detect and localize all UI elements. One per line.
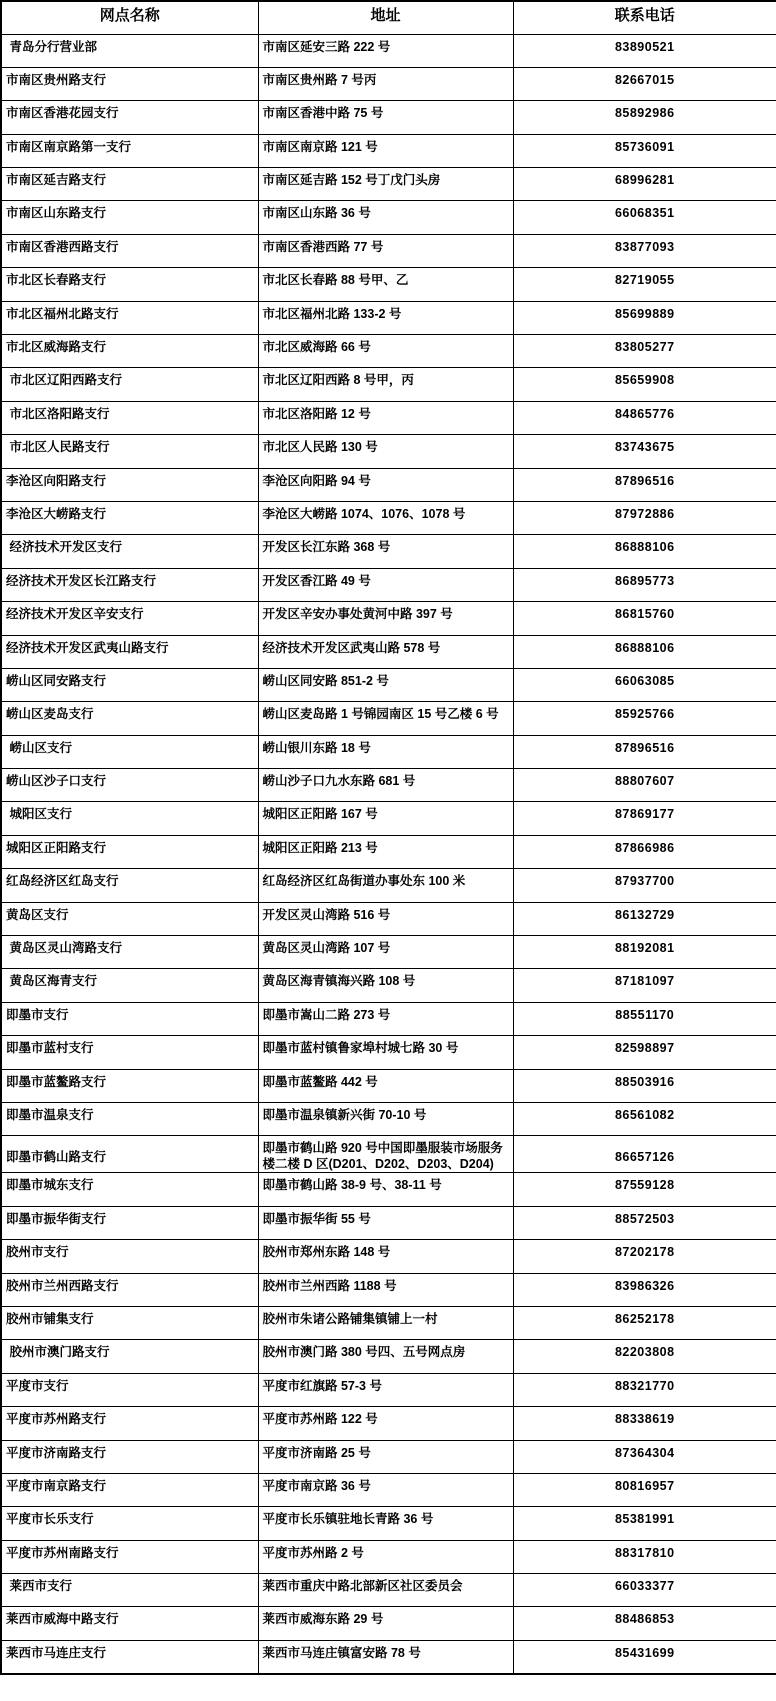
branch-name-cell: 即墨市振华街支行 [1,1206,258,1239]
branch-phone-cell: 83890521 [513,34,776,67]
branch-phone-cell: 80816957 [513,1473,776,1506]
table-row [1,635,776,668]
branch-name-cell: 市北区辽阳西路支行 [1,368,258,401]
table-row [1,1373,776,1406]
table-row [1,1407,776,1440]
branch-phone-cell: 88317810 [513,1540,776,1573]
branch-address-cell: 黄岛区海青镇海兴路 108 号 [258,969,513,1002]
table-row [1,1136,776,1173]
branch-address-cell: 市南区延安三路 222 号 [258,34,513,67]
branch-address-cell: 崂山银川东路 18 号 [258,735,513,768]
branch-phone-cell: 85736091 [513,134,776,167]
table-row [1,936,776,969]
branch-name-cell: 胶州市兰州西路支行 [1,1273,258,1306]
branch-address-cell: 即墨市蓝村镇鲁家埠村城七路 30 号 [258,1036,513,1069]
table-body [1,34,776,1674]
branch-name-cell: 青岛分行营业部 [1,34,258,67]
branch-phone-cell: 88503916 [513,1069,776,1102]
branch-name-cell: 即墨市鹤山路支行 [1,1136,258,1173]
branch-phone-cell: 86252178 [513,1306,776,1339]
table-row [1,1273,776,1306]
branch-address-cell: 市北区威海路 66 号 [258,335,513,368]
table-row [1,435,776,468]
branch-phone-cell: 87937700 [513,869,776,902]
branch-address-cell: 开发区香江路 49 号 [258,568,513,601]
branch-phone-cell: 88338619 [513,1407,776,1440]
branch-address-cell: 市南区南京路 121 号 [258,134,513,167]
branch-name-cell: 胶州市支行 [1,1240,258,1273]
table-row [1,1440,776,1473]
table-row [1,769,776,802]
branch-address-cell: 开发区辛安办事处黄河中路 397 号 [258,602,513,635]
branch-address-cell: 莱西市重庆中路北部新区社区委员会 [258,1574,513,1607]
branch-name-cell: 市南区山东路支行 [1,201,258,234]
branch-phone-cell: 66033377 [513,1574,776,1607]
branch-phone-cell: 88551170 [513,1002,776,1035]
branch-phone-cell: 87202178 [513,1240,776,1273]
column-header-branch-name: 网点名称 [1,1,258,34]
branch-phone-cell: 88807607 [513,769,776,802]
branch-address-cell: 城阳区正阳路 167 号 [258,802,513,835]
branch-address-cell: 即墨市振华街 55 号 [258,1206,513,1239]
table-row [1,1640,776,1673]
branch-phone-cell: 82719055 [513,268,776,301]
branch-phone-cell: 85659908 [513,368,776,401]
branch-name-cell: 市北区长春路支行 [1,268,258,301]
branch-name-cell: 崂山区支行 [1,735,258,768]
table-row [1,869,776,902]
table-row [1,1173,776,1206]
branch-name-cell: 平度市苏州路支行 [1,1407,258,1440]
branch-address-cell: 平度市南京路 36 号 [258,1473,513,1506]
table-row [1,201,776,234]
branch-name-cell: 即墨市城东支行 [1,1173,258,1206]
branch-phone-cell: 66063085 [513,668,776,701]
branch-address-cell: 黄岛区灵山湾路 107 号 [258,936,513,969]
branch-address-cell: 城阳区正阳路 213 号 [258,835,513,868]
table-row [1,134,776,167]
table-row [1,1036,776,1069]
table-row [1,535,776,568]
branch-address-cell: 即墨市鹤山路 38-9 号、38-11 号 [258,1173,513,1206]
branch-phone-cell: 86657126 [513,1136,776,1173]
branch-name-cell: 经济技术开发区长江路支行 [1,568,258,601]
table-row [1,902,776,935]
branch-name-cell: 市北区威海路支行 [1,335,258,368]
table-row [1,1069,776,1102]
branch-name-cell: 莱西市支行 [1,1574,258,1607]
table-row [1,1306,776,1339]
column-header-address: 地址 [258,1,513,34]
branch-phone-cell: 82203808 [513,1340,776,1373]
branch-name-cell: 即墨市温泉支行 [1,1103,258,1136]
branch-address-cell: 李沧区向阳路 94 号 [258,468,513,501]
branch-address-cell: 平度市济南路 25 号 [258,1440,513,1473]
header-row [1,1,776,34]
branch-name-cell: 平度市济南路支行 [1,1440,258,1473]
table-row [1,1607,776,1640]
branch-address-cell: 市南区延吉路 152 号丁戊门头房 [258,168,513,201]
branch-address-cell: 市北区福州北路 133-2 号 [258,301,513,334]
table-row [1,668,776,701]
branch-address-cell: 崂山沙子口九水东路 681 号 [258,769,513,802]
table-row [1,1206,776,1239]
branch-phone-cell: 87364304 [513,1440,776,1473]
branch-phone-cell: 85892986 [513,101,776,134]
branch-address-cell: 市北区辽阳西路 8 号甲，丙 [258,368,513,401]
branch-name-cell: 平度市支行 [1,1373,258,1406]
branch-name-cell: 市南区香港花园支行 [1,101,258,134]
branch-phone-cell: 85699889 [513,301,776,334]
branch-name-cell: 黄岛区海青支行 [1,969,258,1002]
branch-name-cell: 市北区洛阳路支行 [1,401,258,434]
branch-phone-cell: 85381991 [513,1507,776,1540]
branch-address-cell: 市北区长春路 88 号甲、乙 [258,268,513,301]
table-row [1,501,776,534]
branch-phone-cell: 83743675 [513,435,776,468]
branch-phone-cell: 88192081 [513,936,776,969]
branch-phone-cell: 85431699 [513,1640,776,1673]
branch-phone-cell: 88486853 [513,1607,776,1640]
branch-name-cell: 黄岛区灵山湾路支行 [1,936,258,969]
branch-address-cell: 开发区灵山湾路 516 号 [258,902,513,935]
branch-name-cell: 市北区人民路支行 [1,435,258,468]
branch-name-cell: 即墨市蓝鳌路支行 [1,1069,258,1102]
table-header [1,1,776,34]
branch-name-cell: 崂山区沙子口支行 [1,769,258,802]
branch-name-cell: 红岛经济区红岛支行 [1,869,258,902]
table-row [1,735,776,768]
branch-name-cell: 崂山区麦岛支行 [1,702,258,735]
branch-phone-cell: 87181097 [513,969,776,1002]
branch-phone-cell: 87972886 [513,501,776,534]
branch-address-cell: 胶州市澳门路 380 号四、五号网点房 [258,1340,513,1373]
table-row [1,1473,776,1506]
branch-address-cell: 开发区长江东路 368 号 [258,535,513,568]
branch-address-cell: 红岛经济区红岛街道办事处东 100 米 [258,869,513,902]
branch-phone-cell: 87559128 [513,1173,776,1206]
branch-address-cell: 即墨市蓝鳌路 442 号 [258,1069,513,1102]
table-row [1,1103,776,1136]
branch-name-cell: 李沧区大崂路支行 [1,501,258,534]
branch-phone-cell: 86815760 [513,602,776,635]
table-row [1,34,776,67]
table-row [1,1340,776,1373]
branch-phone-cell: 87896516 [513,735,776,768]
table-row [1,835,776,868]
table-row [1,101,776,134]
table-row [1,1002,776,1035]
branch-phone-cell: 86888106 [513,535,776,568]
branch-phone-cell: 83805277 [513,335,776,368]
branch-phone-cell: 86895773 [513,568,776,601]
branch-address-cell: 平度市苏州路 2 号 [258,1540,513,1573]
table-row [1,602,776,635]
branch-address-cell: 市南区香港中路 75 号 [258,101,513,134]
branch-name-cell: 市南区南京路第一支行 [1,134,258,167]
branch-phone-cell: 82667015 [513,67,776,100]
branch-address-cell: 胶州市兰州西路 1188 号 [258,1273,513,1306]
branch-phone-cell: 87866986 [513,835,776,868]
branch-name-cell: 胶州市铺集支行 [1,1306,258,1339]
branch-name-cell: 胶州市澳门路支行 [1,1340,258,1373]
branch-name-cell: 即墨市支行 [1,1002,258,1035]
branch-address-cell: 市北区人民路 130 号 [258,435,513,468]
branch-address-cell: 平度市苏州路 122 号 [258,1407,513,1440]
table-row [1,368,776,401]
branch-address-cell: 崂山区同安路 851-2 号 [258,668,513,701]
table-row [1,234,776,267]
table-row [1,802,776,835]
branch-name-cell: 崂山区同安路支行 [1,668,258,701]
branch-name-cell: 李沧区向阳路支行 [1,468,258,501]
table-row [1,1507,776,1540]
branch-name-cell: 平度市苏州南路支行 [1,1540,258,1573]
branch-name-cell: 莱西市马连庄支行 [1,1640,258,1673]
branch-name-cell: 经济技术开发区辛安支行 [1,602,258,635]
branch-phone-cell: 82598897 [513,1036,776,1069]
branch-name-cell: 平度市长乐支行 [1,1507,258,1540]
branch-phone-cell: 86888106 [513,635,776,668]
table-row [1,468,776,501]
table-row [1,969,776,1002]
branch-address-cell: 市南区香港西路 77 号 [258,234,513,267]
branch-phone-cell: 66068351 [513,201,776,234]
table-row [1,168,776,201]
branch-address-cell: 李沧区大崂路 1074、1076、1078 号 [258,501,513,534]
branch-name-cell: 黄岛区支行 [1,902,258,935]
branch-phone-cell: 83877093 [513,234,776,267]
table-row [1,335,776,368]
branch-address-cell: 即墨市温泉镇新兴街 70-10 号 [258,1103,513,1136]
table-row [1,1240,776,1273]
branch-phone-cell: 68996281 [513,168,776,201]
branch-address-cell: 经济技术开发区武夷山路 578 号 [258,635,513,668]
table-row [1,1540,776,1573]
branch-address-cell: 平度市红旗路 57-3 号 [258,1373,513,1406]
branch-phone-cell: 88572503 [513,1206,776,1239]
table-row [1,1574,776,1607]
branch-name-cell: 市南区贵州路支行 [1,67,258,100]
table-row [1,301,776,334]
branch-name-cell: 市南区香港西路支行 [1,234,258,267]
branch-name-cell: 城阳区正阳路支行 [1,835,258,868]
branch-phone-cell: 86561082 [513,1103,776,1136]
branch-name-cell: 市南区延吉路支行 [1,168,258,201]
branch-address-cell: 莱西市威海东路 29 号 [258,1607,513,1640]
branch-address-cell: 市南区山东路 36 号 [258,201,513,234]
column-header-phone: 联系电话 [513,1,776,34]
branch-name-cell: 经济技术开发区武夷山路支行 [1,635,258,668]
branch-name-cell: 经济技术开发区支行 [1,535,258,568]
branch-address-cell: 市南区贵州路 7 号丙 [258,67,513,100]
branch-name-cell: 市北区福州北路支行 [1,301,258,334]
branch-phone-cell: 87896516 [513,468,776,501]
branch-address-cell: 胶州市朱诸公路铺集镇铺上一村 [258,1306,513,1339]
branch-address-cell: 市北区洛阳路 12 号 [258,401,513,434]
branch-address-cell: 莱西市马连庄镇富安路 78 号 [258,1640,513,1673]
branch-address-cell: 平度市长乐镇驻地长青路 36 号 [258,1507,513,1540]
branch-name-cell: 莱西市威海中路支行 [1,1607,258,1640]
branch-name-cell: 平度市南京路支行 [1,1473,258,1506]
branch-name-cell: 城阳区支行 [1,802,258,835]
branch-address-cell: 即墨市鹤山路 920 号中国即墨服装市场服务楼二楼 D 区(D201、D202、D203、D204) [258,1136,513,1173]
table-row [1,268,776,301]
branch-phone-cell: 87869177 [513,802,776,835]
branch-address-cell: 崂山区麦岛路 1 号锦园南区 15 号乙楼 6 号 [258,702,513,735]
branch-address-cell: 胶州市郑州东路 148 号 [258,1240,513,1273]
branch-name-cell: 即墨市蓝村支行 [1,1036,258,1069]
branch-phone-cell: 86132729 [513,902,776,935]
table-row [1,401,776,434]
branch-phone-cell: 84865776 [513,401,776,434]
branch-phone-cell: 83986326 [513,1273,776,1306]
table-row [1,702,776,735]
branch-phone-cell: 85925766 [513,702,776,735]
branch-address-cell: 即墨市嵩山二路 273 号 [258,1002,513,1035]
table-row [1,67,776,100]
branch-phone-cell: 88321770 [513,1373,776,1406]
table-row [1,568,776,601]
